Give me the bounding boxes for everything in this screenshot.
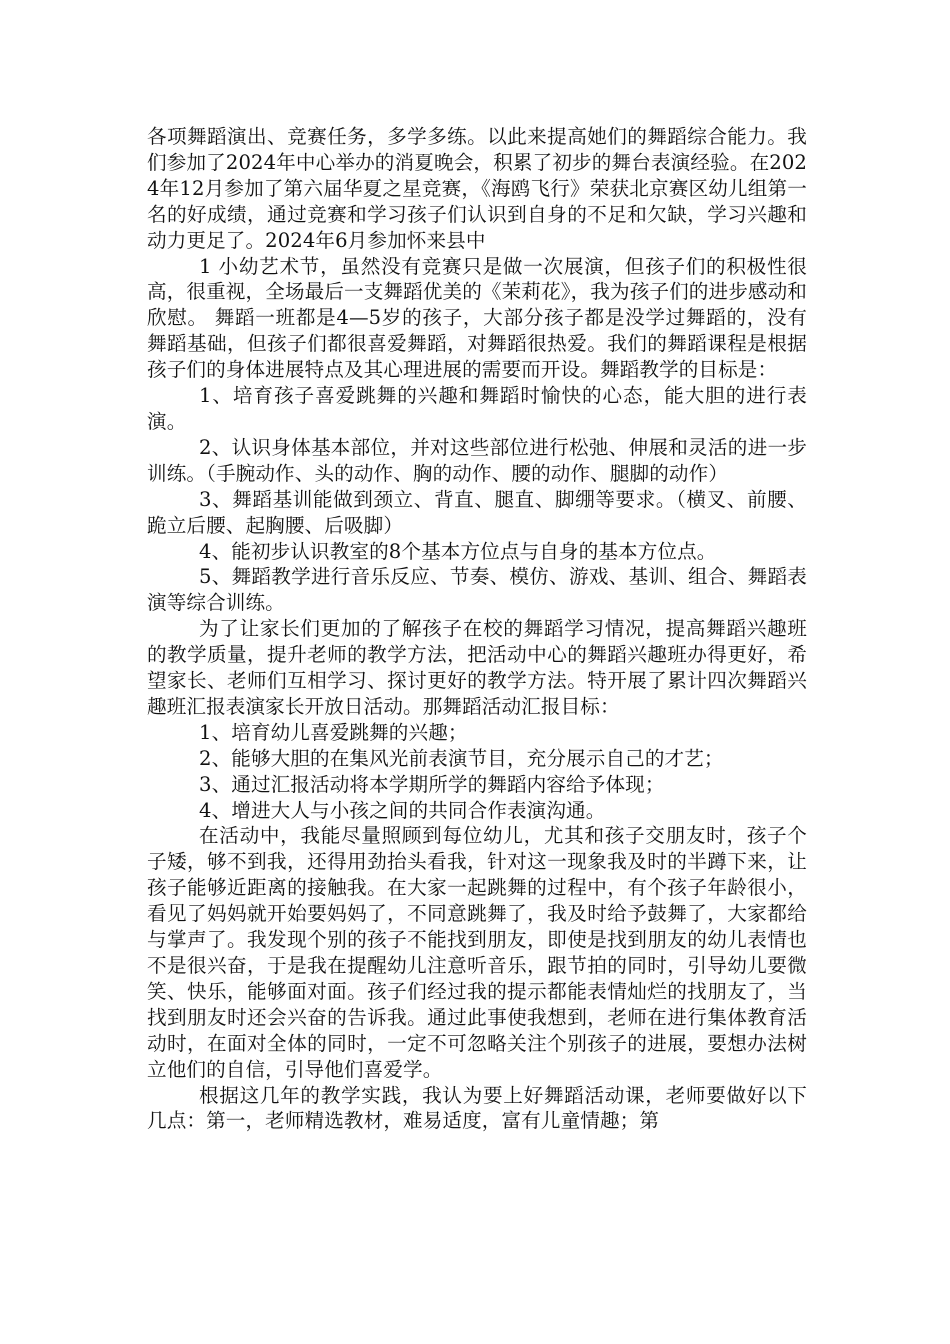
paragraph: 1、培育幼儿喜爱跳舞的兴趣； <box>199 720 468 744</box>
paragraph: 在活动中，我能尽量照顾到每位幼儿，尤其和孩子交朋友时，孩子个子矮，够不到我，还得用劲抬头看我，针对这一现象我及时的半蹲下来，让孩子能够近距离的接触我。在大家一起跳舞的过程中，有个孩子年龄很小，看见了妈妈就开始要妈妈了，不同意跳舞了，我及时给予鼓舞了，大家都给与掌声了。我发现个别的孩子不能找到朋友，即使是找到朋友的幼儿表情也不是很兴奋，于是我在提醒幼儿注意听音乐，跟节拍的同时，引导幼儿要微笑、快乐，能够面对面。孩子们经过我的提示都能表情灿烂的找朋友了，当找到朋友时还会兴奋的告诉我。通过此事使我想到，老师在进行集体教育活动时，在面对全体的同时，一定不可忽略关注个别孩子的进展，要想办法树立他们的自信，引导他们喜爱学。 <box>147 824 807 1081</box>
paragraph: 根据这几年的教学实践，我认为要上好舞蹈活动课，老师要做好以下几点：第一，老师精选教材，难易适度，富有儿童情趣；第 <box>147 1083 807 1133</box>
paragraph: 1 小幼艺术节，虽然没有竞赛只是做一次展演，但孩子们的积极性很高，很重视，全场最后一支舞蹈优美的《茉莉花》，我为孩子们的进步感动和欣慰。 舞蹈一班都是4—5岁的孩子，大部分孩子都是没学过舞蹈的，没有舞蹈基础，但孩子们都很喜爱舞蹈，对舞蹈很热爱。我们的舞蹈课程是根据孩子们的身体进展特点及其心理进展的需要而开设。舞蹈教学的目标是： <box>147 254 807 382</box>
paragraph: 3、舞蹈基训能做到颈立、背直、腿直、脚绷等要求。（横叉、前腰、跪立后腰、起胸腰、后吸脚） <box>147 487 807 537</box>
paragraph: 4、能初步认识教室的8个基本方位点与自身的基本方位点。 <box>199 539 717 563</box>
document-body <box>147 124 807 1134</box>
paragraph: 2、认识身体基本部位，并对这些部位进行松弛、伸展和灵活的进一步训练。（手腕动作、头的动作、胸的动作、腰的动作、腿脚的动作） <box>147 435 807 485</box>
paragraph: 各项舞蹈演出、竞赛任务，多学多练。以此来提高她们的舞蹈综合能力。我们参加了2024年中心举办的消夏晚会，积累了初步的舞台表演经验。在2024年12月参加了第六届华夏之星竞赛，《海鸥飞行》荣获北京赛区幼儿组第一名的好成绩，通过竞赛和学习孩子们认识到自身的不足和欠缺，学习兴趣和动力更足了。2024年6月参加怀来县中 <box>147 125 807 252</box>
paragraph: 3、通过汇报活动将本学期所学的舞蹈内容给予体现； <box>199 772 665 796</box>
paragraph: 为了让家长们更加的了解孩子在校的舞蹈学习情况，提高舞蹈兴趣班的教学质量，提升老师的教学方法，把活动中心的舞蹈兴趣班办得更好，希望家长、老师们互相学习、探讨更好的教学方法。特开展了累计四次舞蹈兴趣班汇报表演家长开放日活动。那舞蹈活动汇报目标： <box>147 617 807 718</box>
paragraph: 1、培育孩子喜爱跳舞的兴趣和舞蹈时愉快的心态，能大胆的进行表演。 <box>147 384 807 433</box>
paragraph: 2、能够大胆的在集风光前表演节目，充分展示自己的才艺； <box>199 746 724 770</box>
paragraph: 5、舞蹈教学进行音乐反应、节奏、模仿、游戏、基训、组合、舞蹈表演等综合训练。 <box>147 565 807 615</box>
paragraph: 4、增进大人与小孩之间的共同合作表演沟通。 <box>199 798 606 822</box>
